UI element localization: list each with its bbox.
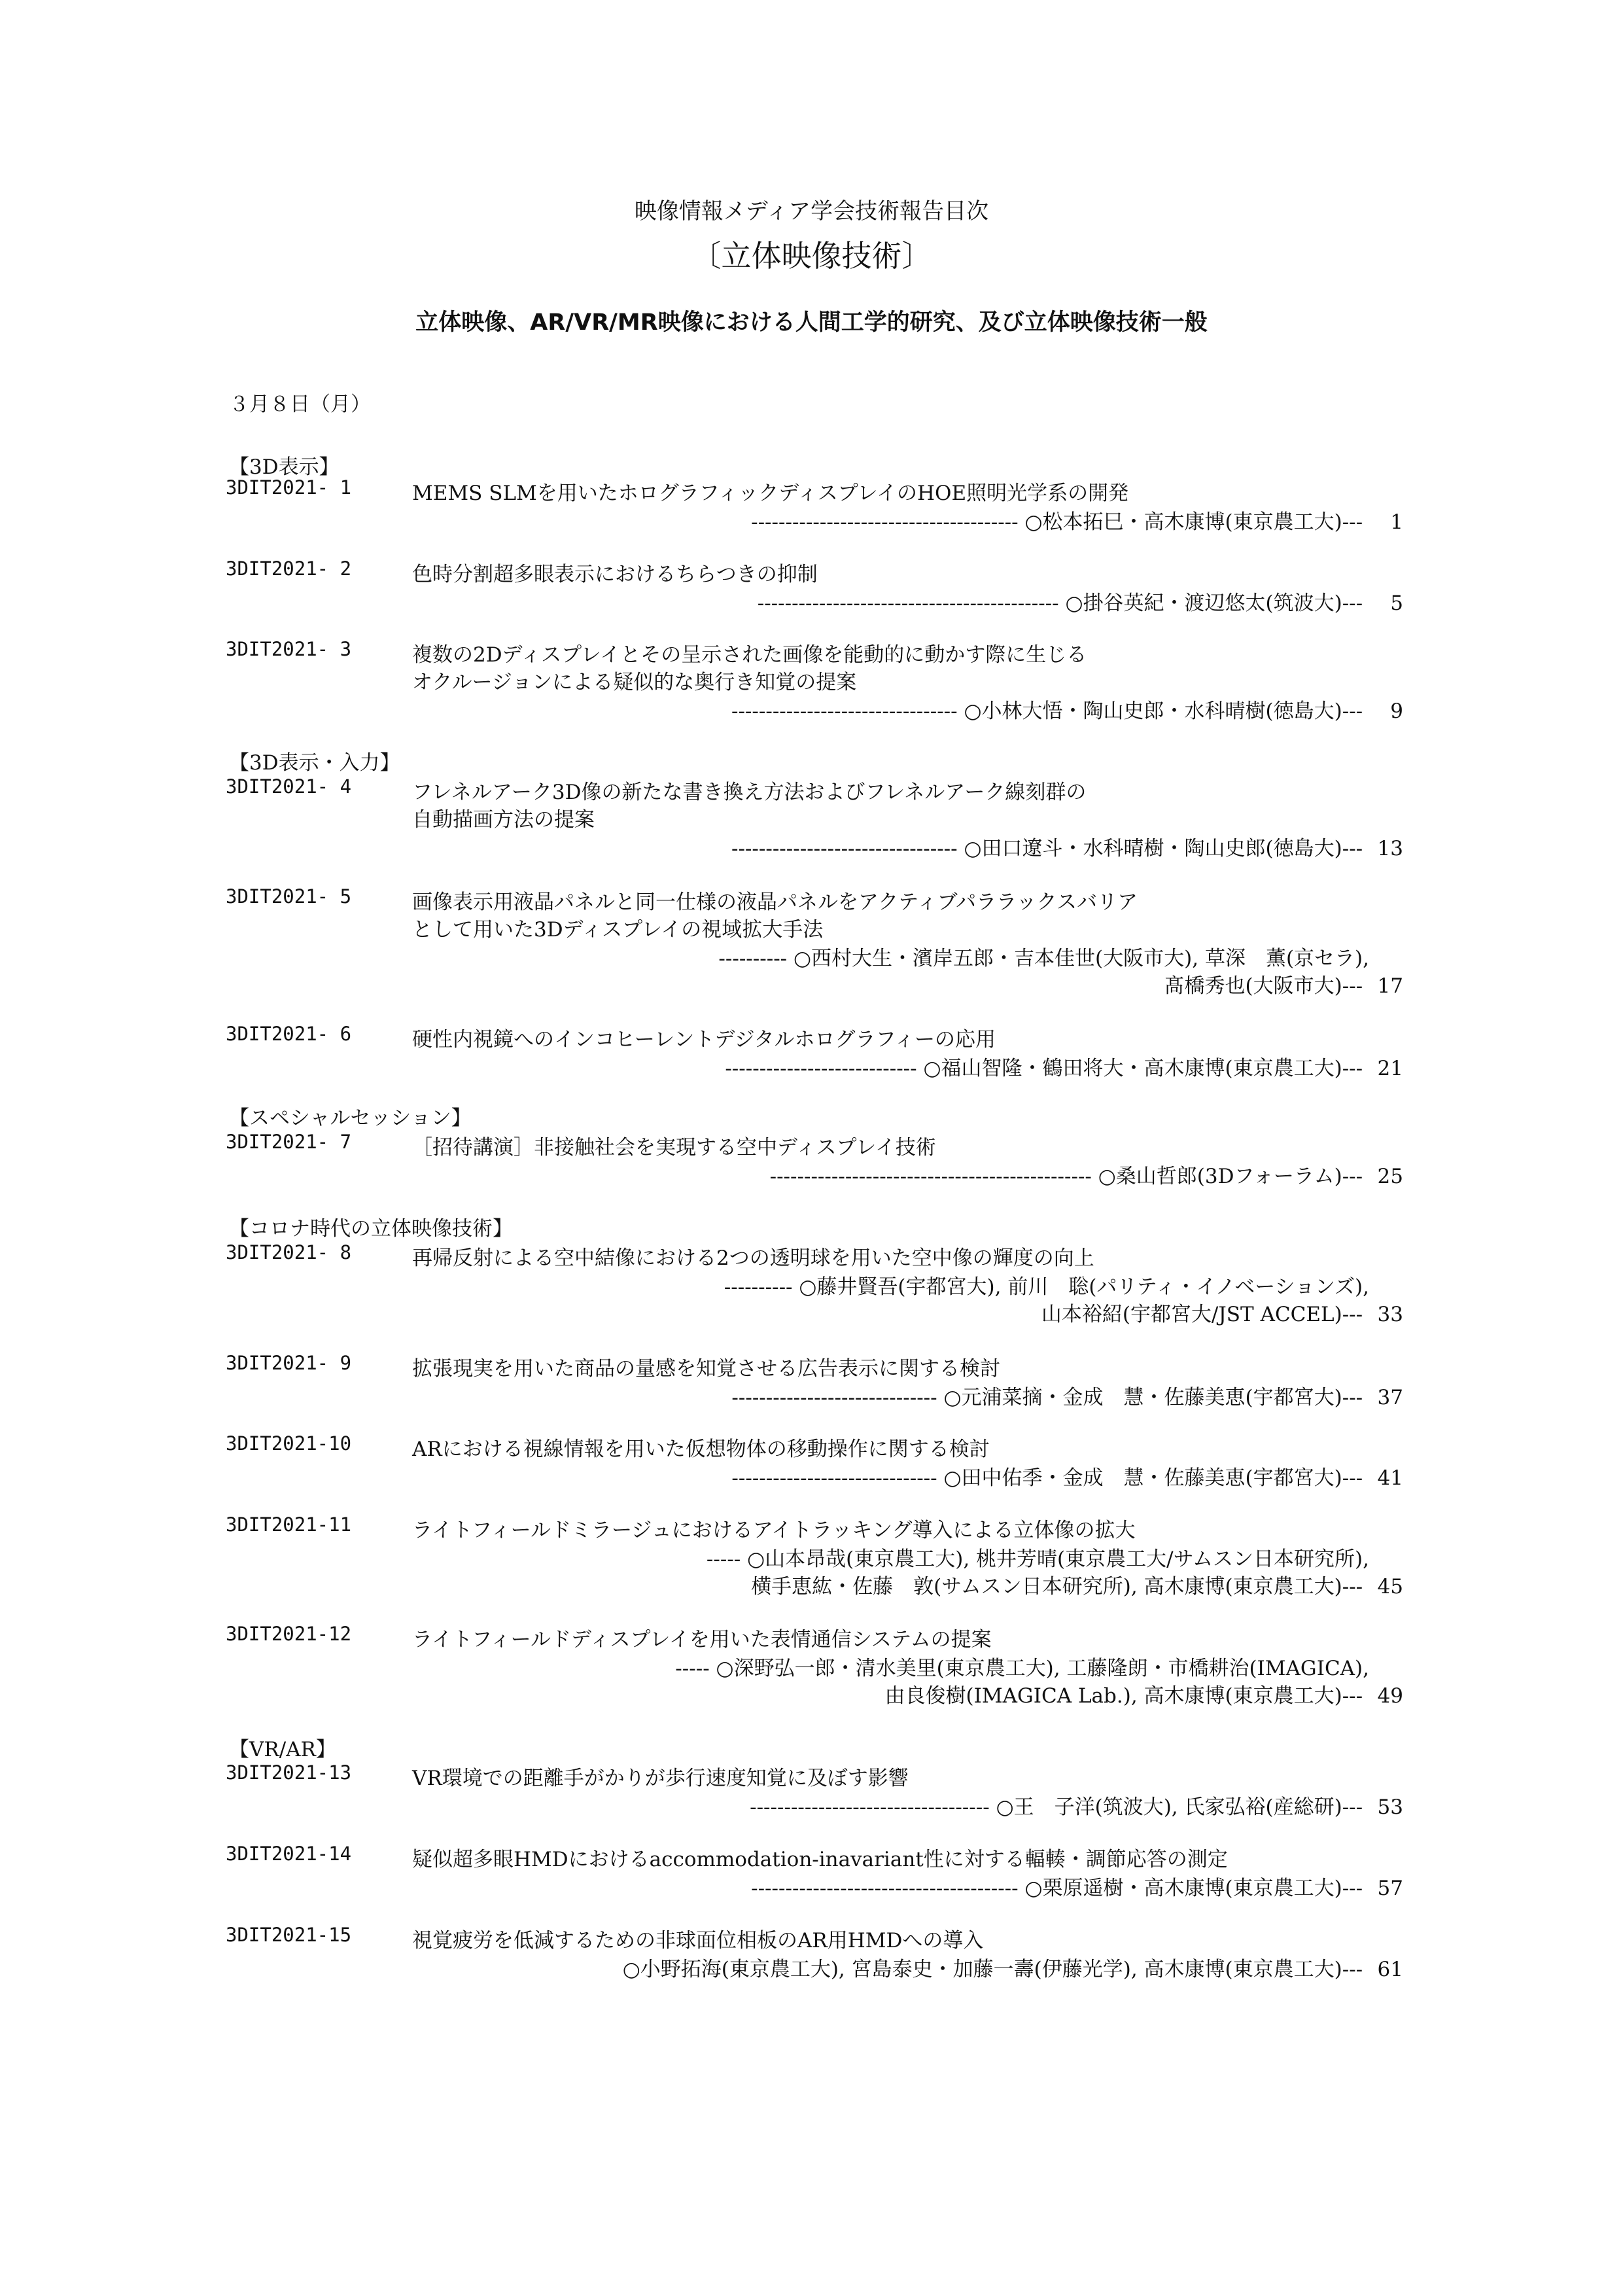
entry-title-line2: として用いた3Dディスプレイの視域拡大手法 bbox=[412, 918, 824, 942]
entry-id: 3DIT2021-14 bbox=[226, 1843, 352, 1865]
entry-authors: ----- ○深野弘一郎・清水美里(東京農工大), 工藤隆朗・市橋耕治(IMAGICA), bbox=[675, 1657, 1369, 1680]
section-heading-corona-era: 【コロナ時代の立体映像技術】 bbox=[229, 1217, 513, 1241]
entry-title: 色時分割超多眼表示におけるちらつきの抑制 bbox=[412, 563, 818, 586]
page-number: 45 bbox=[1377, 1575, 1403, 1598]
entry-authors: ---------- ○藤井賢吾(宇都宮大), 前川 聡(パリティ・イノベーションズ), bbox=[724, 1275, 1369, 1299]
entry-id: 3DIT2021- 8 bbox=[226, 1241, 352, 1263]
entry-authors: ----------------------------------------------- ○桑山哲郎(3Dフォーラム)--- 25 bbox=[769, 1165, 1403, 1188]
entry-id: 3DIT2021- 9 bbox=[226, 1352, 352, 1374]
entry-id: 3DIT2021- 7 bbox=[226, 1131, 352, 1153]
entry-id: 3DIT2021-13 bbox=[226, 1761, 352, 1784]
page-number: 33 bbox=[1377, 1303, 1403, 1326]
entry-authors: ----------------------------------- ○王 子洋(筑波大), 氏家弘裕(産総研)--- 53 bbox=[750, 1795, 1403, 1819]
entry-title: ARにおける視線情報を用いた仮想物体の移動操作に関する検討 bbox=[412, 1438, 990, 1461]
entry-authors: --------------------------------------- ○栗原遥樹・高木康博(東京農工大)--- 57 bbox=[751, 1877, 1403, 1900]
entry-title: ［招待講演］非接触社会を実現する空中ディスプレイ技術 bbox=[412, 1136, 936, 1159]
entry-title-line2: 自動描画方法の提案 bbox=[412, 808, 595, 832]
entry-title: 疑似超多眼HMDにおけるaccommodation-inavariant性に対する輻輳・調節応答の測定 bbox=[412, 1848, 1228, 1871]
section-heading-vr-ar: 【VR/AR】 bbox=[229, 1738, 336, 1761]
entry-id: 3DIT2021-11 bbox=[226, 1513, 352, 1536]
entry-title: ライトフィールドディスプレイを用いた表情通信システムの提案 bbox=[412, 1628, 992, 1651]
page-number: 5 bbox=[1390, 592, 1403, 615]
page-number: 9 bbox=[1390, 699, 1403, 723]
entry-title: VR環境での距離手がかりが歩行速度知覚に及ぼす影響 bbox=[412, 1767, 909, 1790]
page-number: 17 bbox=[1377, 974, 1403, 998]
entry-title: 画像表示用液晶パネルと同一仕様の液晶パネルをアクティブパララックスバリア bbox=[412, 891, 1138, 914]
session-date: ３月８日（月） bbox=[229, 393, 371, 416]
entry-authors: --------------------------------- ○田口遼斗・水科晴樹・陶山史郎(徳島大)--- 13 bbox=[731, 837, 1403, 860]
entry-id: 3DIT2021- 6 bbox=[226, 1023, 352, 1045]
entry-authors: ---------- ○西村大生・濱岸五郎・吉本佳世(大阪市大), 草深 薫(京セラ), bbox=[718, 947, 1369, 970]
entry-id: 3DIT2021- 5 bbox=[226, 885, 352, 908]
entry-id: 3DIT2021- 3 bbox=[226, 638, 352, 660]
entry-id: 3DIT2021- 2 bbox=[226, 557, 352, 580]
series-title: 映像情報メディア学会技術報告目次 bbox=[634, 198, 989, 224]
entry-title-line2: オクルージョンによる疑似的な奥行き知覚の提案 bbox=[412, 671, 857, 694]
entry-authors-line2: 由良俊樹(IMAGICA Lab.), 高木康博(東京農工大)--- 49 bbox=[884, 1684, 1403, 1708]
entry-authors-line2: 山本裕紹(宇都宮大/JST ACCEL)--- 33 bbox=[1041, 1303, 1403, 1326]
section-heading-special-session: 【スペシャルセッション】 bbox=[229, 1106, 472, 1130]
entry-title: 再帰反射による空中結像における2つの透明球を用いた空中像の輝度の向上 bbox=[412, 1246, 1094, 1270]
entry-title: MEMS SLMを用いたホログラフィックディスプレイのHOE照明光学系の開発 bbox=[412, 482, 1129, 505]
topic-title: 〔立体映像技術〕 bbox=[691, 238, 932, 274]
page-number: 49 bbox=[1377, 1684, 1403, 1708]
entry-title: 視覚疲労を低減するための非球面位相板のAR用HMDへの導入 bbox=[412, 1929, 984, 1952]
page-number: 13 bbox=[1377, 837, 1403, 860]
entry-id: 3DIT2021- 4 bbox=[226, 775, 352, 798]
page-number: 61 bbox=[1377, 1958, 1403, 1981]
entry-id: 3DIT2021-10 bbox=[226, 1432, 352, 1455]
entry-title: ライトフィールドミラージュにおけるアイトラッキング導入による立体像の拡大 bbox=[412, 1519, 1136, 1542]
page-number: 53 bbox=[1377, 1795, 1403, 1819]
entry-title: フレネルアーク3D像の新たな書き換え方法およびフレネルアーク線刻群の bbox=[412, 781, 1087, 804]
entry-authors: ---------------------------- ○福山智隆・鶴田将大・高木康博(東京農工大)--- 21 bbox=[725, 1057, 1403, 1080]
entry-authors-line2: 髙橋秀也(大阪市大)--- 17 bbox=[1164, 974, 1403, 998]
entry-authors: --------------------------------- ○小林大悟・陶山史郎・水科晴樹(徳島大)--- 9 bbox=[731, 699, 1403, 723]
entry-authors-line2: 横手恵紘・佐藤 敦(サムスン日本研究所), 高木康博(東京農工大)--- 45 bbox=[751, 1575, 1403, 1598]
page-number: 25 bbox=[1377, 1165, 1403, 1188]
entry-authors: ------------------------------ ○元浦菜摘・金成 慧・佐藤美恵(宇都宮大)--- 37 bbox=[731, 1386, 1403, 1409]
page-number: 1 bbox=[1390, 510, 1403, 534]
entry-id: 3DIT2021-12 bbox=[226, 1623, 352, 1645]
page-number: 57 bbox=[1377, 1877, 1403, 1900]
page-number: 37 bbox=[1377, 1386, 1403, 1409]
section-heading-3d-display: 【3D表示】 bbox=[229, 455, 340, 479]
entry-authors: -------------------------------------------- ○掛谷英紀・渡辺悠太(筑波大)--- 5 bbox=[757, 592, 1403, 615]
page-number: 21 bbox=[1377, 1057, 1403, 1080]
entry-id: 3DIT2021-15 bbox=[226, 1924, 352, 1946]
subtitle: 立体映像、AR/VR/MR映像における人間工学的研究、及び立体映像技術一般 bbox=[415, 309, 1208, 336]
section-heading-3d-display-input: 【3D表示・入力】 bbox=[229, 751, 400, 775]
entry-authors: --------------------------------------- ○松本拓巳・高木康博(東京農工大)--- 1 bbox=[751, 510, 1403, 534]
page-number: 41 bbox=[1377, 1466, 1403, 1490]
entry-authors: ○小野拓海(東京農工大), 宮島泰史・加藤一壽(伊藤光学), 高木康博(東京農工大)--- 61 bbox=[622, 1958, 1403, 1981]
entry-authors: ------------------------------ ○田中佑季・金成 慧・佐藤美恵(宇都宮大)--- 41 bbox=[731, 1466, 1403, 1490]
entry-title: 硬性内視鏡へのインコヒーレントデジタルホログラフィーの応用 bbox=[412, 1028, 996, 1051]
entry-title: 拡張現実を用いた商品の量感を知覚させる広告表示に関する検討 bbox=[412, 1357, 1000, 1381]
entry-title: 複数の2Dディスプレイとその呈示された画像を能動的に動かす際に生じる bbox=[412, 643, 1087, 667]
entry-id: 3DIT2021- 1 bbox=[226, 476, 352, 499]
entry-authors: ----- ○山本昂哉(東京農工大), 桃井芳晴(東京農工大/サムスン日本研究所), bbox=[706, 1547, 1369, 1571]
